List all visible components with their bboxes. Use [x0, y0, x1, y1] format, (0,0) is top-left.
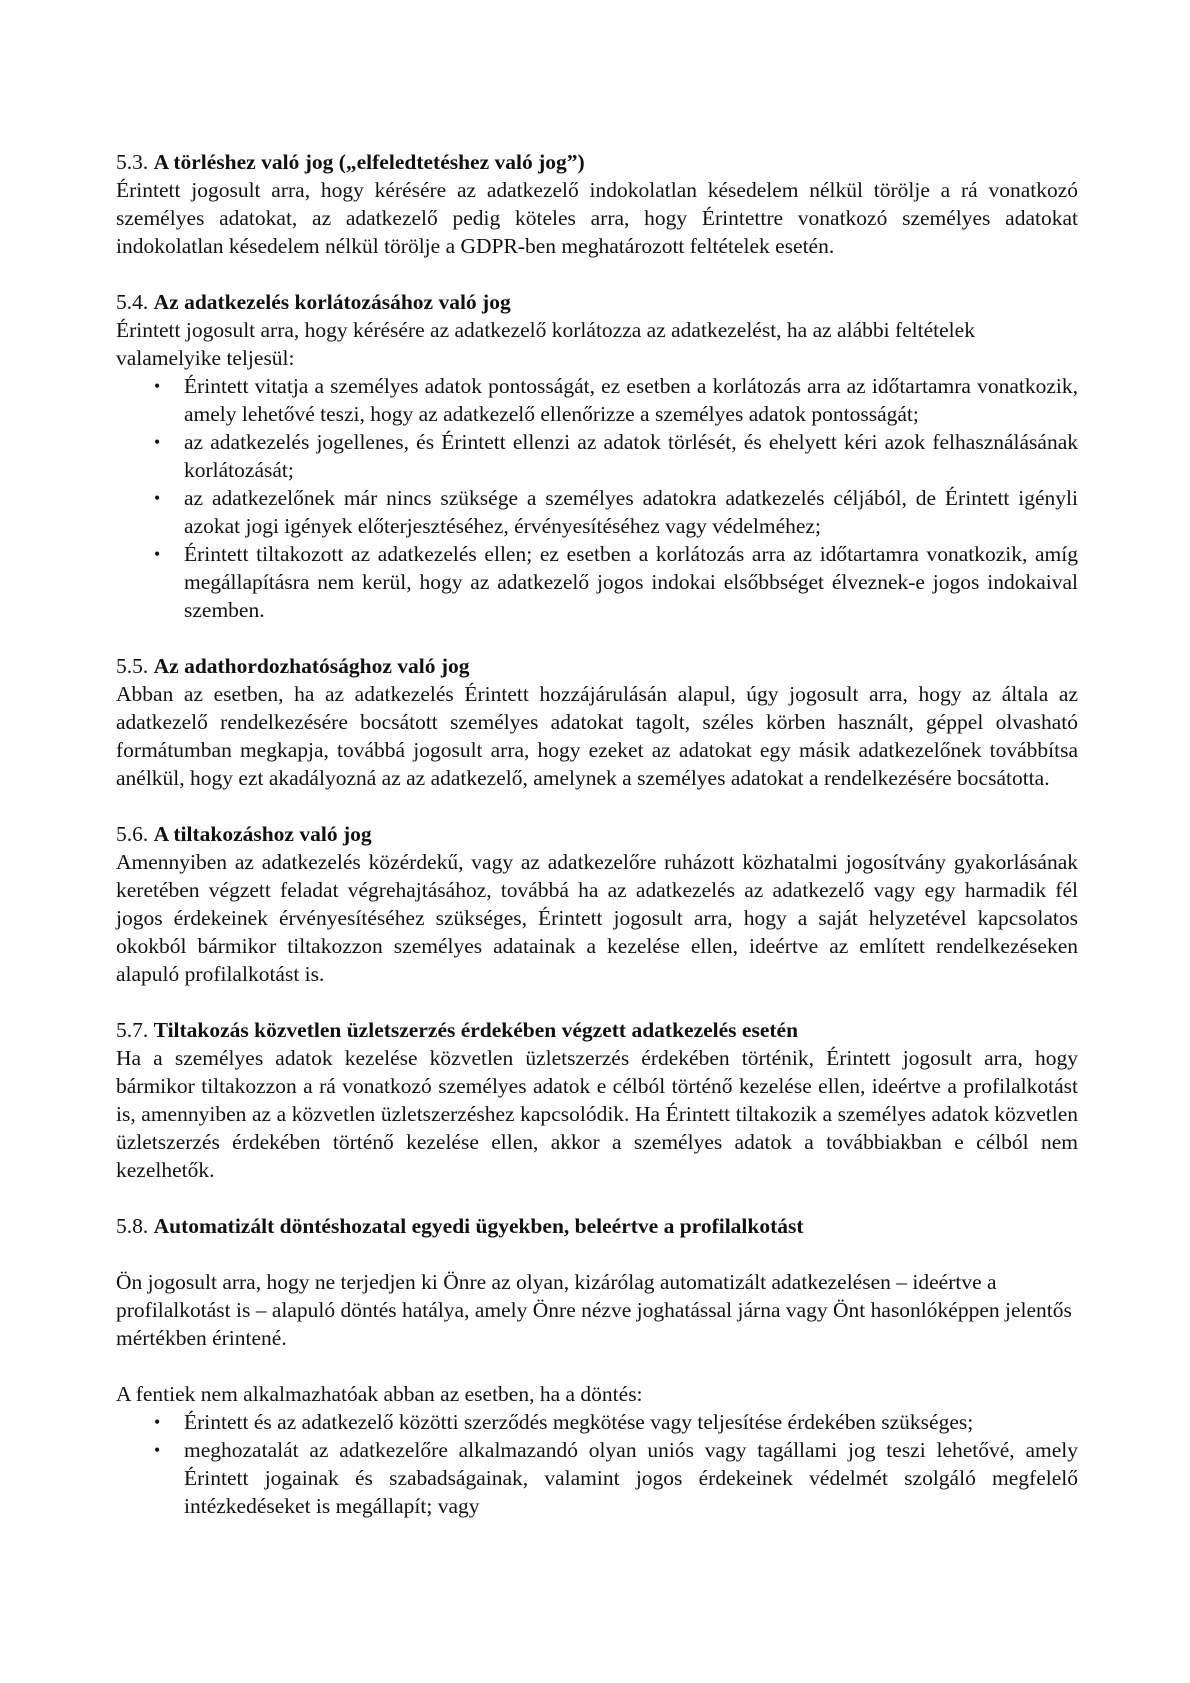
list-item — [116, 1436, 1078, 1520]
section-5-3 — [116, 148, 1078, 260]
section-paragraph: Abban az esetben, ha az adatkezelés Érintett hozzájárulásán alapul, úgy jogosult arra, hogy az általa az adatkezelő rendelkezésére bocsátott személyes adatokat tagolt, széles körben használt, géppel olvasható formátumban megkapja, továbbá jogosult arra, hogy ezeket az adatokat egy másik adatkezelőnek továbbítsa anélkül, hogy ezt akadályozná az az adatkezelő, amelynek a személyes adatokat a rendelkezésére bocsátotta. — [116, 682, 1078, 790]
bullet-icon: • — [154, 1412, 161, 1432]
bullet-icon: • — [154, 488, 161, 508]
section-paragraph: Ön jogosult arra, hogy ne terjedjen ki Önre az olyan, kizárólag automatizált adatkezelésen – ideértve a profilalkotást is – alapuló döntés hatálya, amely Önre nézve joghatással járna vagy Önt hasonlóképpen jelentős mértékben érintené. — [116, 1270, 1072, 1350]
list-item — [116, 484, 1078, 540]
bullet-icon: • — [154, 544, 161, 564]
bullet-icon: • — [154, 432, 161, 452]
section-title: Az adatkezelés korlátozásához való jog — [153, 290, 511, 314]
bullet-list — [116, 1408, 1078, 1520]
paragraph-gap — [116, 1352, 1078, 1380]
section-title: A tiltakozáshoz való jog — [153, 822, 372, 846]
section-number: 5.4. — [116, 290, 149, 314]
bullet-icon: • — [154, 1440, 161, 1460]
section-heading — [116, 148, 1078, 176]
section-number: 5.7. — [116, 1018, 149, 1042]
section-title: Tiltakozás közvetlen üzletszerzés érdekében végzett adatkezelés esetén — [153, 1018, 799, 1042]
list-item-text: az adatkezelés jogellenes, és Érintett ellenzi az adatok törlését, és ehelyett kéri azok felhasználásának korlátozását; — [184, 430, 1078, 482]
section-5-4 — [116, 288, 1078, 624]
list-item — [116, 540, 1078, 624]
section-paragraph: Érintett jogosult arra, hogy kérésére az adatkezelő indokolatlan késedelem nélkül törölje a rá vonatkozó személyes adatokat, az adatkezelő pedig köteles arra, hogy Érintettre vonatkozó személyes adatokat indokolatlan késedelem nélkül törölje a GDPR-ben meghatározott feltételek esetén. — [116, 178, 1078, 258]
section-5-5 — [116, 652, 1078, 792]
section-number: 5.3. — [116, 150, 149, 174]
section-paragraph: A fentiek nem alkalmazhatóak abban az esetben, ha a döntés: — [116, 1382, 643, 1406]
list-item — [116, 428, 1078, 484]
paragraph-gap — [116, 1240, 1078, 1268]
section-paragraph: Érintett jogosult arra, hogy kérésére az adatkezelő korlátozza az adatkezelést, ha az alábbi feltételek valamelyike teljesül: — [116, 318, 975, 370]
list-item-text: Érintett és az adatkezelő közötti szerződés megkötése vagy teljesítése érdekében szükséges; — [184, 1410, 974, 1434]
section-5-8 — [116, 1212, 1078, 1520]
bullet-icon: • — [154, 376, 161, 396]
section-title: Automatizált döntéshozatal egyedi ügyekben, beleértve a profilalkotást — [153, 1214, 804, 1238]
list-item-text: Érintett vitatja a személyes adatok pontosságát, ez esetben a korlátozás arra az időtartamra vonatkozik, amely lehetővé teszi, hogy az adatkezelő ellenőrizze a személyes adatok pontosságát; — [184, 374, 1078, 426]
section-heading — [116, 1212, 1078, 1240]
list-item — [116, 372, 1078, 428]
section-title: Az adathordozhatósághoz való jog — [153, 654, 470, 678]
section-heading — [116, 652, 1078, 680]
list-item-text: az adatkezelőnek már nincs szüksége a személyes adatokra adatkezelés céljából, de Érintett igényli azokat jogi igények előterjesztéséhez, érvényesítéséhez vagy védelméhez; — [184, 486, 1078, 538]
section-paragraph: Amennyiben az adatkezelés közérdekű, vagy az adatkezelőre ruházott közhatalmi jogosítvány gyakorlásának keretében végzett feladat végrehajtásához, továbbá ha az adatkezelés az adatkezelő vagy egy harmadik fél jogos érdekeinek érvényesítéséhez szükséges, Érintett jogosult arra, hogy a saját helyzetével kapcsolatos okokból bármikor tiltakozzon személyes adatainak a kezelése ellen, ideértve az említett rendelkezéseken alapuló profilalkotást is. — [116, 850, 1078, 986]
section-heading — [116, 288, 1078, 316]
section-heading — [116, 1016, 1078, 1044]
section-number: 5.6. — [116, 822, 149, 846]
section-5-7 — [116, 1016, 1078, 1184]
section-number: 5.8. — [116, 1214, 149, 1238]
section-paragraph: Ha a személyes adatok kezelése közvetlen üzletszerzés érdekében történik, Érintett jogosult arra, hogy bármikor tiltakozzon a rá vonatkozó személyes adatok e célból történő kezelése ellen, ideértve a profilalkotást is, amennyiben az a közvetlen üzletszerzéshez kapcsolódik. Ha Érintett tiltakozik a személyes adatok közvetlen üzletszerzés érdekében történő kezelése ellen, akkor a személyes adatok a továbbiakban e célból nem kezelhetők. — [116, 1046, 1078, 1182]
list-item-text: Érintett tiltakozott az adatkezelés ellen; ez esetben a korlátozás arra az időtartamra vonatkozik, amíg megállapításra nem kerül, hogy az adatkezelő jogos indokai elsőbbséget élveznek-e jogos indokaival szemben. — [184, 542, 1078, 622]
document-page — [116, 148, 1078, 1548]
section-number: 5.5. — [116, 654, 149, 678]
list-item — [116, 1408, 1078, 1436]
section-title: A törléshez való jog („elfeledtetéshez való jog”) — [153, 150, 585, 174]
section-heading — [116, 820, 1078, 848]
section-5-6 — [116, 820, 1078, 988]
list-item-text: meghozatalát az adatkezelőre alkalmazandó olyan uniós vagy tagállami jog teszi lehetővé, amely Érintett jogainak és szabadságainak, valamint jogos érdekeinek védelmét szolgáló megfelelő intézkedéseket is megállapít; vagy — [184, 1438, 1078, 1518]
bullet-list — [116, 372, 1078, 624]
